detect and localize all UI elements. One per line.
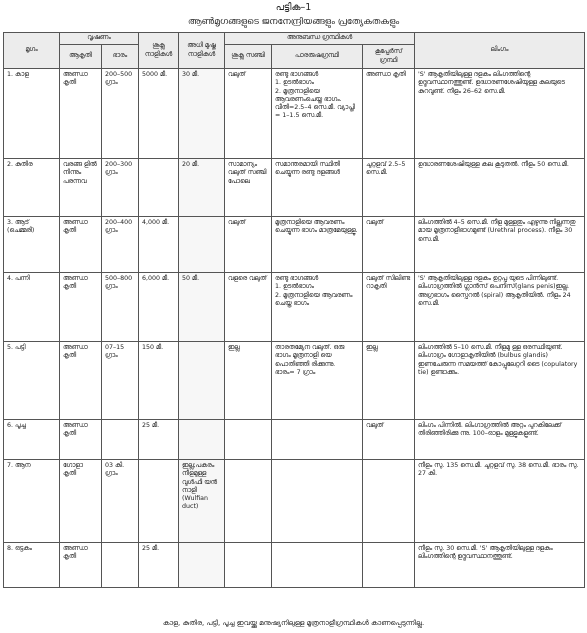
cell-prostate — [272, 217, 363, 273]
prostate-line: സമാന്തരമായി സ്ഥിതി ചെയ്യുന്ന രണ്ടു ദളങ്ങൾ — [275, 161, 341, 177]
cell-animal: 7. ആന — [4, 460, 60, 543]
cell-weight: 200–400 ഗ്രാം — [102, 217, 139, 273]
cell-animal: 2. കുതിര — [4, 159, 60, 217]
prostate-line: രണ്ടു ഭാഗങ്ങൾ — [275, 275, 319, 282]
table-row — [4, 217, 585, 273]
cell-sperm-duct: 4,000 മീ. — [139, 217, 179, 273]
table-body — [4, 69, 585, 588]
cell-cowper: വലുത് — [363, 217, 415, 273]
table-row — [4, 69, 585, 159]
table-number: പട്ടിക–1 — [275, 2, 312, 13]
cell-epididymis — [179, 420, 225, 460]
cell-weight: 200–300 ഗ്രാം — [102, 159, 139, 217]
cell-animal: 3. ആട് (ചെമ്മരി) — [4, 217, 60, 273]
prostate-line: 1. ഉടൽഭാഗം — [275, 79, 314, 87]
table-row — [4, 342, 585, 420]
cell-penis: നീളം സു. 135 സെ.മീ. ചുറ്റളവ് സു. 38 സെ.മീ. ഭാരം സു. 27 കി. — [415, 460, 585, 543]
cell-shape: അണ്ഡാ കൃതി — [60, 420, 102, 460]
header-seminal: ശുക്ല സഞ്ചി — [225, 45, 272, 69]
cell-shape: അണ്ഡാ കൃതി — [60, 543, 102, 588]
prostate-line: മൂത്രനാളിയെ ആവരണം ചെയ്യുന്ന ഭാഗം മാത്രമേയുള്ളൂ. — [275, 219, 358, 235]
cell-epididymis: ഇല്ല;പകരം നീളമുള്ള വുൾഫി യൻ നാളി (Wulfian duct) — [179, 460, 225, 543]
header-cowper: കൂപ്പേർസ് ഗ്രന്ഥി — [363, 45, 415, 69]
cell-epididymis: 50 മീ. — [179, 273, 225, 342]
cell-prostate — [272, 420, 363, 460]
header-testis: വൃഷണം — [60, 33, 139, 45]
cell-shape: അണ്ഡാ കൃതി — [60, 217, 102, 273]
cell-shape: അണ്ഡാ കൃതി — [60, 69, 102, 159]
cell-weight: 07–15 ഗ്രാം — [102, 342, 139, 420]
cell-animal: 8. ഒട്ടകം — [4, 543, 60, 588]
table-row — [4, 460, 585, 543]
prostate-line: രണ്ടു ഭാഗങ്ങൾ — [275, 71, 319, 78]
table-row — [4, 159, 585, 217]
cell-shape: അണ്ഡാ കൃതി — [60, 342, 102, 420]
prostate-line: 2. മൂത്രനാളിയെ ആവരണം ചെയ്ത ഭാഗം — [275, 291, 353, 307]
cell-prostate — [272, 460, 363, 543]
cell-animal: 1. കാള — [4, 69, 60, 159]
cell-sperm-duct: 6,000 മീ. — [139, 273, 179, 342]
cell-prostate — [272, 543, 363, 588]
cell-sperm-duct — [139, 460, 179, 543]
header-prostate: പാരരുഷഗ്രന്ഥി — [272, 45, 363, 69]
cell-sperm-duct: 25 മീ. — [139, 420, 179, 460]
cell-penis: ലിംഗത്തിൽ 5–10 സെ.മീ. നീളമു ള്ള ഒരസ്ഥിയുണ്ട്. ലിംഗാഗ്രം ഗോളാകൃതിയിൽ (bulbus glandis) ഇണചേരുന്ന സമയത്ത് കോപ്പുലേറ്ററി ടൈ (copulatory tie) ഉണ്ടാക്കും. — [415, 342, 585, 420]
cell-weight: 200–500 ഗ്രാം — [102, 69, 139, 159]
table-row — [4, 273, 585, 342]
cell-prostate — [272, 342, 363, 420]
cell-shape: അണ്ഡാ കൃതി — [60, 273, 102, 342]
cell-penis: ലിംഗത്തിൽ 4–5 സെ.മീ. നീള മുള്ളതും എഴുന്നു നില്ക്കുന്നതു മായ മൂത്രനാളീഭാഗമുണ്ട് (Urethral process). നീളം 30 സെ.മീ. — [415, 217, 585, 273]
cell-prostate — [272, 159, 363, 217]
header-accessory-glands: അനുബന്ധ ഗ്രന്ഥികൾ — [225, 33, 415, 45]
cell-sperm-duct — [139, 159, 179, 217]
header-epididymis: അധി മുഷ്ക നാളികൾ — [179, 33, 225, 69]
cell-cowper: വലുത് സിലിണ്ട റാകൃതി — [363, 273, 415, 342]
prostate-line: 2. മൂത്രനാളിയെ ആവരണംചെയ്ത ഭാഗം. വീതി=2.5–4 സെ.മീ. വ്യാപ്തി = 1–1.5 സെ.മീ. — [275, 87, 355, 120]
cell-seminal — [225, 543, 272, 588]
header-shape: ആകൃതി — [60, 45, 102, 69]
cell-cowper: അണ്ഡാ കൃതി — [363, 69, 415, 159]
cell-weight — [102, 543, 139, 588]
cell-sperm-duct: 25 മീ. — [139, 543, 179, 588]
cell-epididymis — [179, 217, 225, 273]
cell-animal: 5. പട്ടി — [4, 342, 60, 420]
data-table — [3, 32, 585, 588]
cell-penis: നീളം സു. 30 സെ.മീ. 'S' ആകൃതിയിലുള്ള ദളകം ലിംഗത്തിന്റെ ഉദ്ഭവസ്ഥാനത്തുണ്ട്. — [415, 543, 585, 588]
cell-sperm-duct: 150 മീ. — [139, 342, 179, 420]
cell-cowper: ചുറ്റളവ് 2.5–5 സെ.മീ. — [363, 159, 415, 217]
table-title: ആൺമൃഗങ്ങളുടെ ജനനേന്ദ്രിയങ്ങളും പ്രത്യേകതകളും — [187, 17, 400, 27]
header-weight: ഭാരം — [102, 45, 139, 69]
cell-penis: ലിംഗം പിന്നിൽ. ലിംഗാഗ്രത്തിൽ അറ്റം പുറകിലേക്ക് തിരിഞ്ഞിരിക്കു ന്നു. 100–ഓളം മുള്ളുകളുണ്ട്. — [415, 420, 585, 460]
cell-penis: ഉദ്ധാരണശേഷിയുള്ള കല കൂടുതൽ. നീളം 50 സെ.മീ. — [415, 159, 585, 217]
cell-seminal: വളരെ വലുത് — [225, 273, 272, 342]
cell-epididymis — [179, 543, 225, 588]
cell-penis: 'S' ആകൃതിയിലുള്ള ദളകം ലിംഗത്തിന്റെ ഉദ്ഭവസ്ഥാനത്തുണ്ട്. ഉദ്ധാരണശേഷിയുള്ള കലയുടെ കുറവുണ്ട്. നീളം 26–62 സെ.മീ. — [415, 69, 585, 159]
cell-animal: 4. പന്നി — [4, 273, 60, 342]
cell-cowper: ഇല്ല — [363, 342, 415, 420]
cell-weight: 500–800 ഗ്രാം — [102, 273, 139, 342]
footnote: കാള, കുതിര, പട്ടി, പൂച്ച ഇവയ്ക്കു മനുഷ്യനിലുള്ള മൂത്രനാളീഗ്രന്ഥികൾ കാണപ്പെടുന്നില്ല. — [162, 619, 425, 627]
header-animal: മൃഗം — [4, 33, 60, 69]
cell-seminal — [225, 420, 272, 460]
cell-seminal: വലുത് — [225, 217, 272, 273]
cell-cowper: വലുത് — [363, 420, 415, 460]
cell-sperm-duct: 5000 മീ. — [139, 69, 179, 159]
prostate-line: താരതമ്യേന വലുത്. ഒരു ഭാഗം മൂത്രനാളി യെ പൊതിഞ്ഞി രിക്കുന്നു. — [275, 344, 345, 368]
cell-weight — [102, 420, 139, 460]
table-row — [4, 543, 585, 588]
table-row — [4, 420, 585, 460]
cell-weight: 03 കി. ഗ്രാം — [102, 460, 139, 543]
cell-penis: 'S' ആകൃതിയിലുള്ള ദളകം ഉറ്റപ്പ യുടെ പിന്നിലുണ്ട്. ലിംഗാഗ്രത്തിൽ ഗ്ലാൻസ് പെനിസ്(glans penis)ഇല്ല. അഗ്രഭാഗം സ്പൈറൽ (spiral) ആകൃതിയിൽ. നീളം 24 സെ.മീ. — [415, 273, 585, 342]
prostate-line: ഭാരം= 7 ഗ്രാം — [275, 368, 316, 376]
cell-shape: വരങ്ങ ളിൽ നിന്നും പരന്നവ — [60, 159, 102, 217]
cell-seminal: ഇല്ല — [225, 342, 272, 420]
cell-shape: ഗോളാ കൃതി — [60, 460, 102, 543]
cell-epididymis: 20 മീ. — [179, 159, 225, 217]
header-penis: ലിംഗം — [415, 33, 585, 69]
prostate-line: 1. ഉടൽഭാഗം — [275, 283, 314, 291]
cell-seminal — [225, 460, 272, 543]
cell-cowper — [363, 543, 415, 588]
cell-epididymis: 30 മീ. — [179, 69, 225, 159]
cell-prostate — [272, 69, 363, 159]
cell-epididymis — [179, 342, 225, 420]
cell-seminal: വലുത് — [225, 69, 272, 159]
cell-animal: 6. പൂച്ച — [4, 420, 60, 460]
header-sperm-duct: ശുക്ല നാളികൾ — [139, 33, 179, 69]
cell-seminal: സാമാന്യം വലുത് സഞ്ചി പോലെ — [225, 159, 272, 217]
cell-cowper — [363, 460, 415, 543]
cell-prostate — [272, 273, 363, 342]
